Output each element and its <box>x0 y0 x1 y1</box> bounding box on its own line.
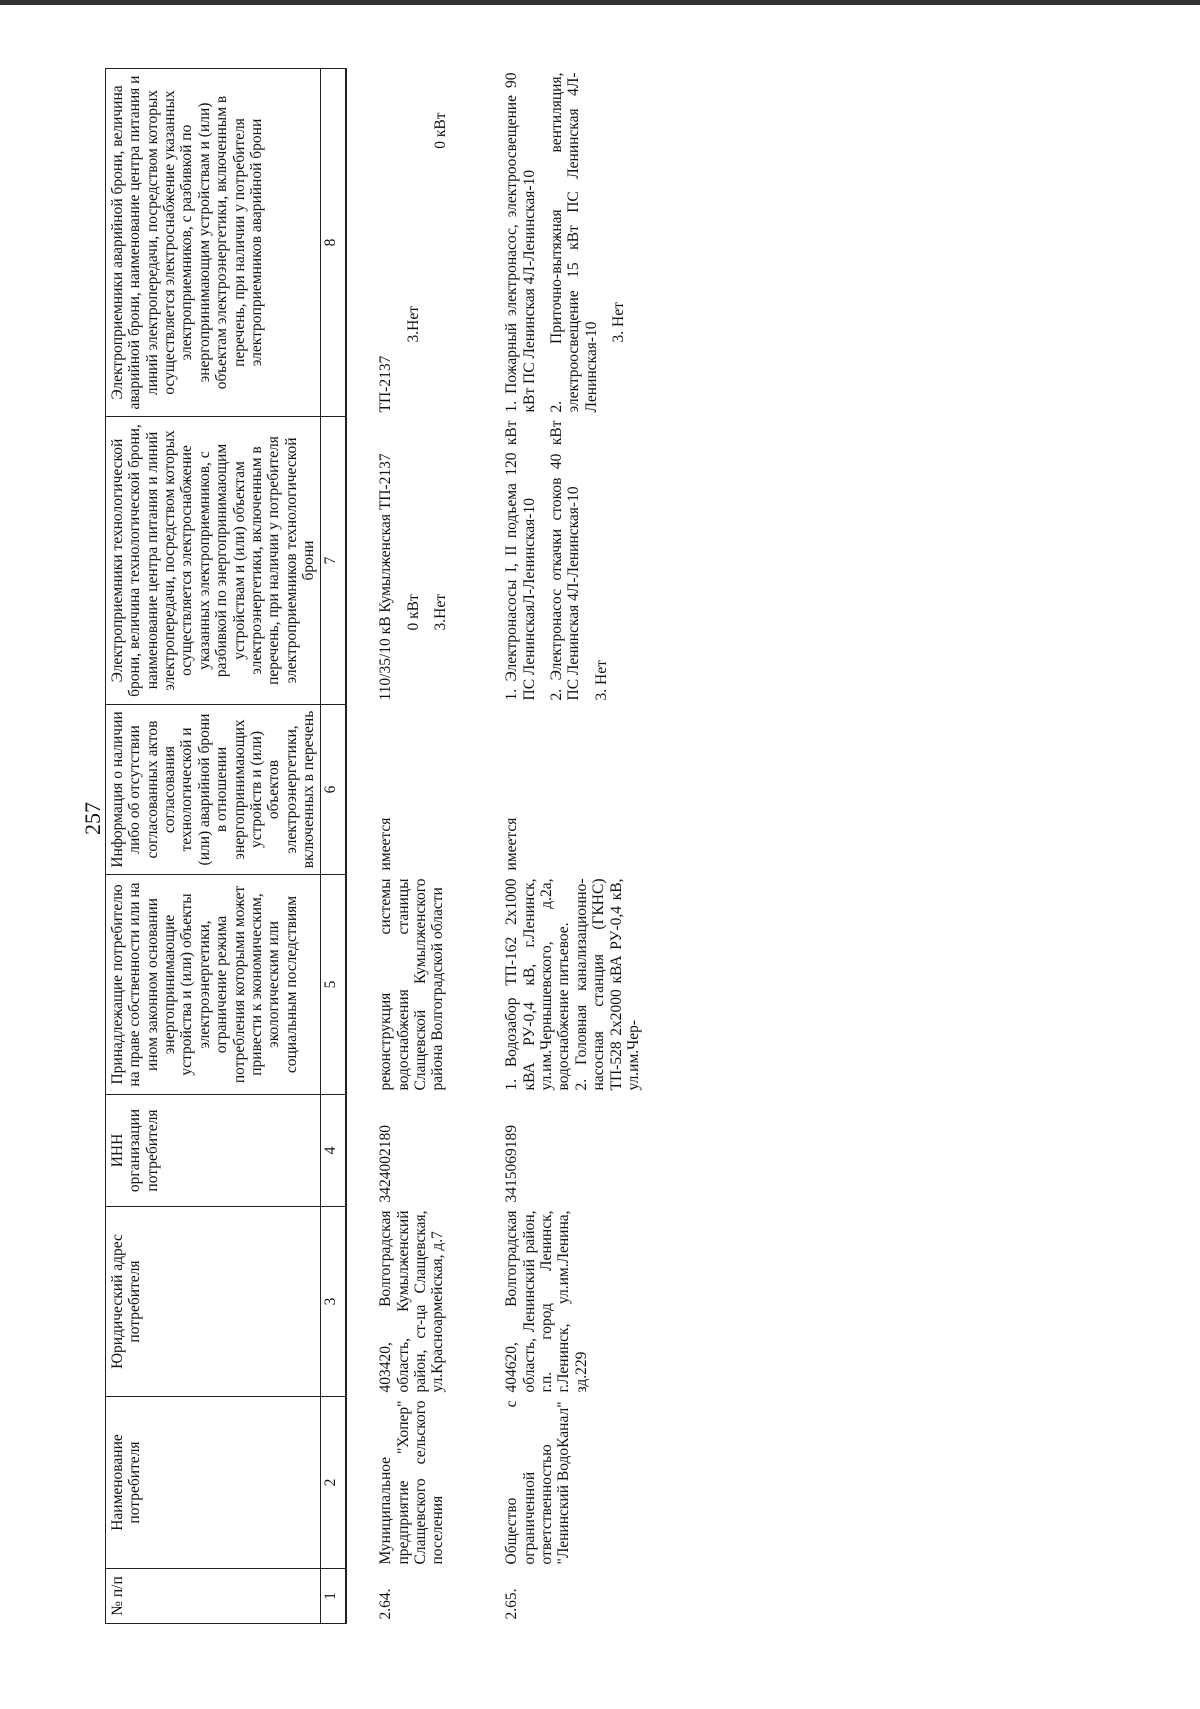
header-address: Юридический адрес потребителя <box>106 1207 321 1397</box>
consumer-inn: 3424002180 <box>377 1125 395 1203</box>
consumer-device-2: 2. Головная канализационно-насосная станция (ГКНС) ТП-528 2х2000 кВА РУ-0,4 кВ, ул.им.Чер- <box>572 878 642 1091</box>
table-row <box>500 69 645 1624</box>
emergency-reserve-item-2: 2. Приточно-вытяжная вентиляция, электроосвещение 15 кВт ПС Ленинская 4Л-Ленинская-10 <box>548 72 600 413</box>
header-emergency-reserve: Электроприемники аварийной брони, величина аварийной брони, наименование центра питания и линий электропередачи, посредством которых осуществляется электроснабжение указанных электроприемников, с разбивкой по энергопринимающим устройствам и (или) объектам электроэнергетики, включенным в перечень, при наличии у потребителя электроприемников аварийной брони <box>106 69 321 417</box>
column-number: 3 <box>321 1207 347 1397</box>
column-number: 5 <box>321 875 347 1095</box>
header-tech-reserve: Электроприемники технологической брони, величина технологической брони, наименование центра питания и линий электропередачи, посредством которых осуществляется электроснабжение указанных электроприемников, с разбивкой по энергопринимающим устройствам и (или) объектам электроэнергетики, включенным в перечень, при наличии у потребителя электроприемников технологической брони <box>106 417 321 705</box>
page-number: 257 <box>80 802 105 835</box>
row-number: 2.65. <box>503 1588 521 1620</box>
header-row <box>106 69 321 1624</box>
emergency-reserve-line: ТП-2137 <box>377 355 395 413</box>
consumer-address: 404620, Волгоградская область, Ленинский район, г.п. город Ленинск, г.Ленинск, ул.им.Ленина, зд.229 <box>503 1210 590 1393</box>
consumer-address: 403420, Волгоградская область, Кумылженский район, ст-ца Слащевская, ул.Красноармейская, д.7 <box>377 1210 447 1393</box>
emergency-reserve-item-1: 1. Пожарный электронасос, электроосвещение 90 кВт ПС Ленинская 4Л-Ленинская-10 <box>503 72 538 413</box>
header-num: № п/п <box>106 1569 321 1624</box>
consumer-devices: реконструкция системы водоснабжения станицы Слащевской Кумылженского района Волгоградской области <box>377 878 447 1091</box>
emergency-reserve-cell <box>500 69 645 417</box>
tech-reserve-item-1: 1. Электронасосы I, II подъема 120 кВт ПС ЛенинскаяЛ-Ленинская-10 <box>503 420 538 701</box>
header-acts: Информация о наличии либо об отсутствии согласованных актов согласования технологической и (или) аварийной брони в отношении энергопринимающих устройств и (или) объектов электроэнергетики, включенных в перечень <box>106 705 321 875</box>
consumer-table <box>105 68 645 1624</box>
consumer-name: Общество с ограниченной ответственностью "Ленинский ВодоКанал" <box>503 1400 573 1565</box>
emergency-reserve-no: 3. Нет <box>610 302 628 343</box>
column-number: 2 <box>321 1397 347 1569</box>
column-number-row <box>321 69 347 1624</box>
header-devices: Принадлежащие потребителю на праве собственности или на ином законном основании энергопринимающие устройства и (или) объекты электроэнергетики, ограничение режима потребления которыми может привести к экономическим, экологическим или социальным последствиям <box>106 875 321 1095</box>
tech-reserve-cell <box>374 417 462 705</box>
table-row <box>374 69 462 1624</box>
column-number: 6 <box>321 705 347 875</box>
acts-status: имеется <box>503 817 521 871</box>
consumer-devices-cell <box>500 875 645 1095</box>
emergency-reserve-cell <box>374 69 462 417</box>
column-number: 1 <box>321 1569 347 1624</box>
column-number: 4 <box>321 1095 347 1207</box>
emergency-reserve-no: 3.Нет <box>404 306 422 343</box>
header-inn: ИНН организации потребителя <box>106 1095 321 1207</box>
tech-reserve-value: 0 кВт <box>404 594 422 631</box>
tech-reserve-no: 3.Нет <box>432 594 450 631</box>
consumer-device-1: 1. Водозабор ТП-162 2х1000 кВА РУ-0,4 кВ, г.Ленинск, ул.им.Чернышевского, д.2а, водоснабжение питьевое. <box>503 878 573 1091</box>
row-number: 2.64. <box>377 1588 395 1620</box>
consumer-name: Муниципальное предприятие "Хопер" Слащевского сельского поселения <box>377 1400 447 1565</box>
acts-status: имеется <box>377 817 395 871</box>
emergency-reserve-value: 0 кВт <box>432 112 450 149</box>
tech-reserve-line: 110/35/10 кВ Кумылженская ТП-2137 <box>377 453 395 701</box>
header-name: Наименование потребителя <box>106 1397 321 1569</box>
consumer-inn: 3415069189 <box>503 1125 521 1203</box>
column-number: 7 <box>321 417 347 705</box>
tech-reserve-no: 3. Нет <box>592 660 610 701</box>
tech-reserve-cell <box>500 417 645 705</box>
column-number: 8 <box>321 69 347 417</box>
tech-reserve-item-2: 2. Электронасос откачки стоков 40 кВт ПС Ленинская 4Л-Ленинская-10 <box>548 420 583 701</box>
